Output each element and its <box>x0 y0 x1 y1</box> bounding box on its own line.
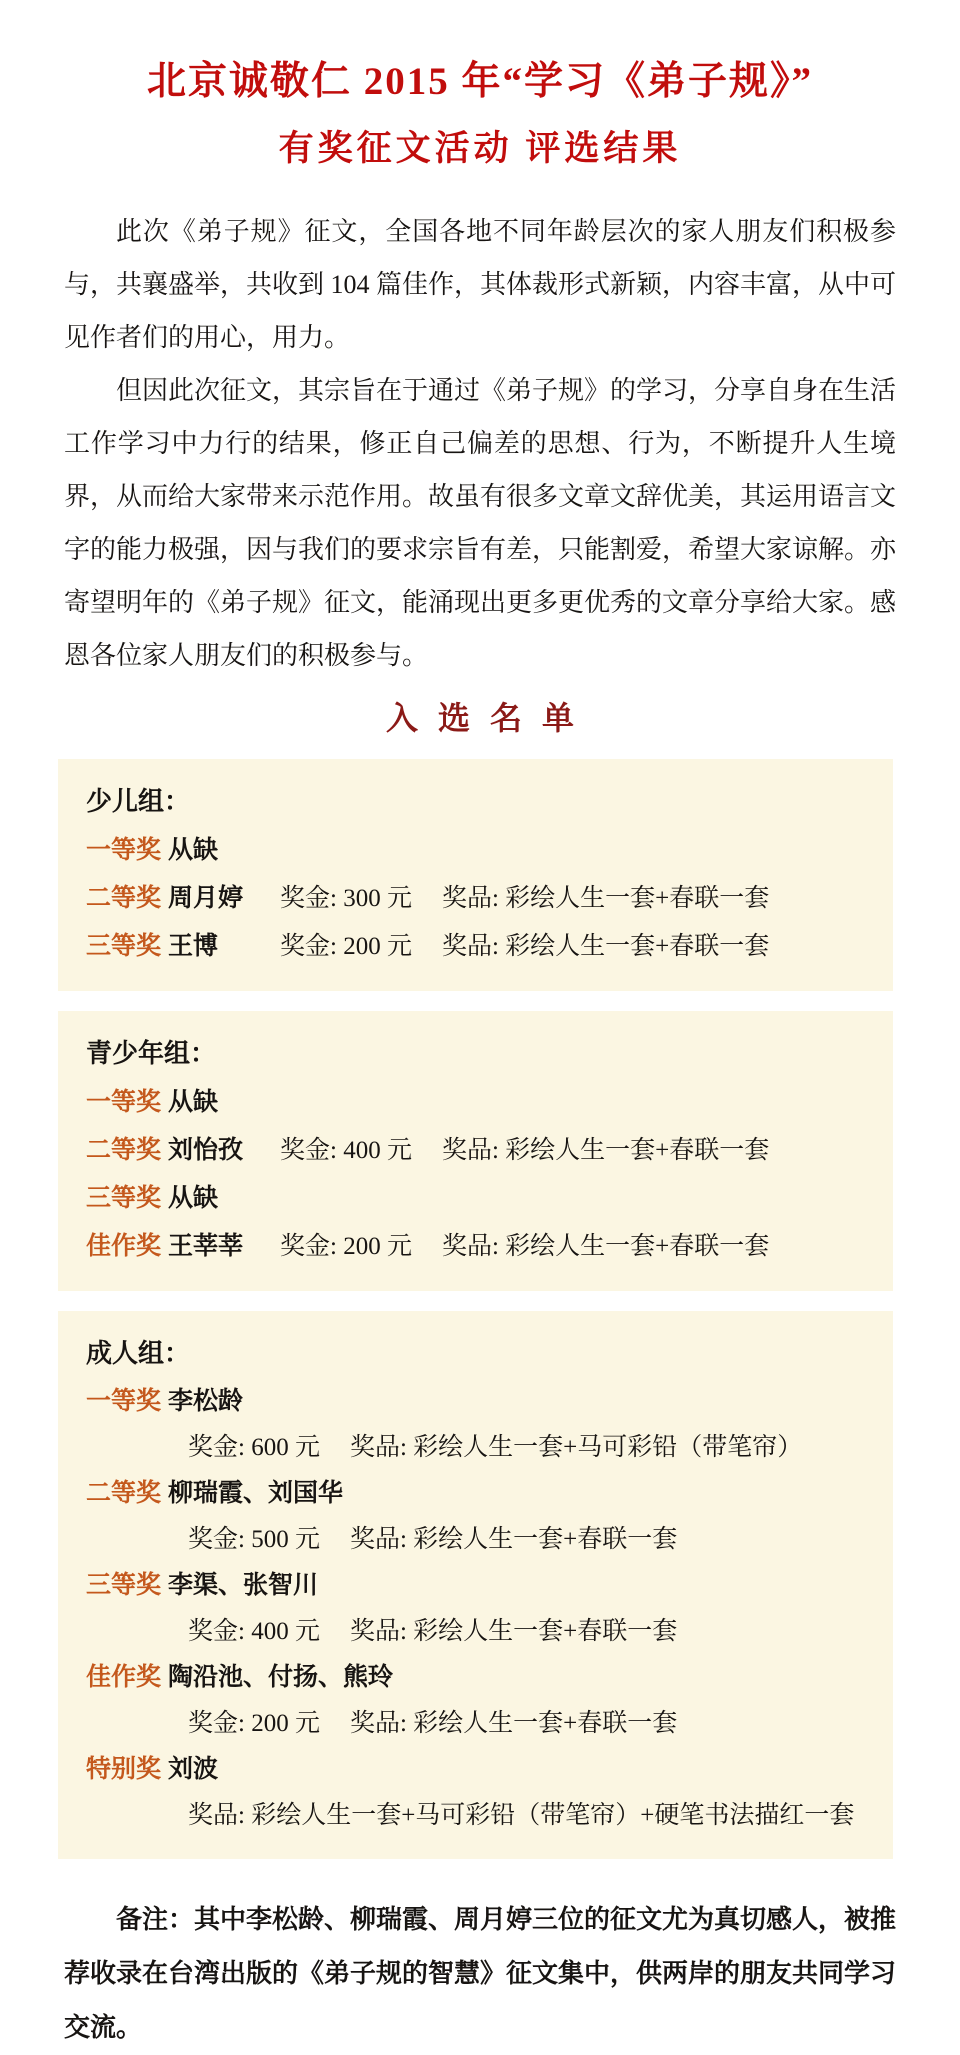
winner-name: 李渠、张智川 <box>168 1572 319 1600</box>
award-row <box>86 1223 865 1271</box>
group-box-children <box>58 759 893 991</box>
award-row <box>86 1175 865 1223</box>
winner-name: 刘波 <box>168 1756 219 1784</box>
award-rank-label: 三等奖 <box>86 1572 162 1600</box>
group-box-teenagers <box>58 1011 893 1291</box>
award-row <box>86 1379 865 1471</box>
group-title: 青少年组： <box>86 1039 217 1069</box>
winner-name: 李松龄 <box>168 1388 244 1416</box>
selected-list-heading: 入选名单 <box>385 699 594 736</box>
prize-items: 奖品: 彩绘人生一套+春联一套 <box>441 933 770 961</box>
prize-money: 奖金: 200 元 <box>280 933 412 961</box>
award-rank-label: 二等奖 <box>86 1480 162 1508</box>
prize-items: 奖品: 彩绘人生一套+春联一套 <box>441 1137 770 1165</box>
award-row <box>86 1471 865 1563</box>
award-rank-label: 一等奖 <box>86 1388 162 1416</box>
prize-money: 奖金: 200 元 <box>188 1710 320 1738</box>
award-rank-label: 二等奖 <box>86 885 162 913</box>
prize-money: 奖金: 200 元 <box>280 1233 412 1261</box>
intro-paragraph-1: 此次《弟子规》征文，全国各地不同年龄层次的家人朋友们积极参与，共襄盛举，共收到 104 篇佳作，其体裁形式新颖，内容丰富，从中可见作者们的用心，用力。 <box>64 216 897 352</box>
award-rank-label: 特别奖 <box>86 1756 162 1784</box>
prize-money: 奖金: 400 元 <box>188 1618 320 1646</box>
winner-name: 从缺 <box>168 1185 219 1213</box>
winner-name: 从缺 <box>168 837 219 865</box>
group-title: 成人组： <box>86 1339 191 1369</box>
prize-items: 奖品: 彩绘人生一套+春联一套 <box>441 885 770 913</box>
award-rank-label: 一等奖 <box>86 1089 162 1117</box>
prize-items: 奖品: 彩绘人生一套+马可彩铅（带笔帘） <box>349 1434 803 1462</box>
winner-name: 王莘莘 <box>168 1233 244 1261</box>
document-title <box>0 0 960 171</box>
winner-name: 周月婷 <box>168 885 244 913</box>
prize-items: 奖品: 彩绘人生一套+春联一套 <box>441 1233 770 1261</box>
award-row <box>86 1655 865 1747</box>
award-rank-label: 二等奖 <box>86 1137 162 1165</box>
award-row <box>86 827 865 875</box>
prize-money: 奖金: 400 元 <box>280 1137 412 1165</box>
intro-section <box>64 205 896 682</box>
prize-money: 奖金: 500 元 <box>188 1526 320 1554</box>
winner-name: 刘怡孜 <box>168 1137 244 1165</box>
award-row <box>86 923 865 971</box>
award-rank-label: 佳作奖 <box>86 1233 162 1261</box>
award-rank-label: 佳作奖 <box>86 1664 162 1692</box>
title-line-1: 北京诚敬仁 2015 年“学习《弟子规》” <box>146 60 813 103</box>
group-box-adults <box>58 1311 893 1859</box>
award-row <box>86 1563 865 1655</box>
prize-money: 奖金: 300 元 <box>280 885 412 913</box>
award-row <box>86 875 865 923</box>
winner-name: 柳瑞霞、刘国华 <box>168 1480 344 1508</box>
note-paragraph: 备注：其中李松龄、柳瑞霞、周月婷三位的征文尤为真切感人，被推荐收录在台湾出版的《弟子规的智慧》征文集中，供两岸的朋友共同学习交流。 <box>64 1905 897 2043</box>
footer-note <box>64 1893 896 2055</box>
winner-name: 王博 <box>168 933 219 961</box>
intro-paragraph-2: 但因此次征文，其宗旨在于通过《弟子规》的学习，分享自身在生活工作学习中力行的结果，修正自己偏差的思想、行为，不断提升人生境界，从而给大家带来示范作用。故虽有很多文章文辞优美，其运用语言文字的能力极强，因与我们的要求宗旨有差，只能割爱，希望大家谅解。亦寄望明年的《弟子规》征文，能涌现出更多更优秀的文章分享给大家。感恩各位家人朋友们的积极参与。 <box>64 375 897 670</box>
winner-name: 从缺 <box>168 1089 219 1117</box>
winner-name: 陶沿池、付扬、熊玲 <box>168 1664 394 1692</box>
award-row <box>86 1079 865 1127</box>
prize-items: 奖品: 彩绘人生一套+马可彩铅（带笔帘）+硬笔书法描红一套 <box>188 1802 855 1830</box>
prize-items: 奖品: 彩绘人生一套+春联一套 <box>349 1526 678 1554</box>
award-rank-label: 三等奖 <box>86 1185 162 1213</box>
award-rank-label: 一等奖 <box>86 837 162 865</box>
award-row <box>86 1747 865 1839</box>
prize-money: 奖金: 600 元 <box>188 1434 320 1462</box>
award-rank-label: 三等奖 <box>86 933 162 961</box>
group-title: 少儿组： <box>86 787 191 817</box>
prize-items: 奖品: 彩绘人生一套+春联一套 <box>349 1618 678 1646</box>
title-line-2: 有奖征文活动 评选结果 <box>278 128 682 168</box>
award-row <box>86 1127 865 1175</box>
prize-items: 奖品: 彩绘人生一套+春联一套 <box>349 1710 678 1738</box>
